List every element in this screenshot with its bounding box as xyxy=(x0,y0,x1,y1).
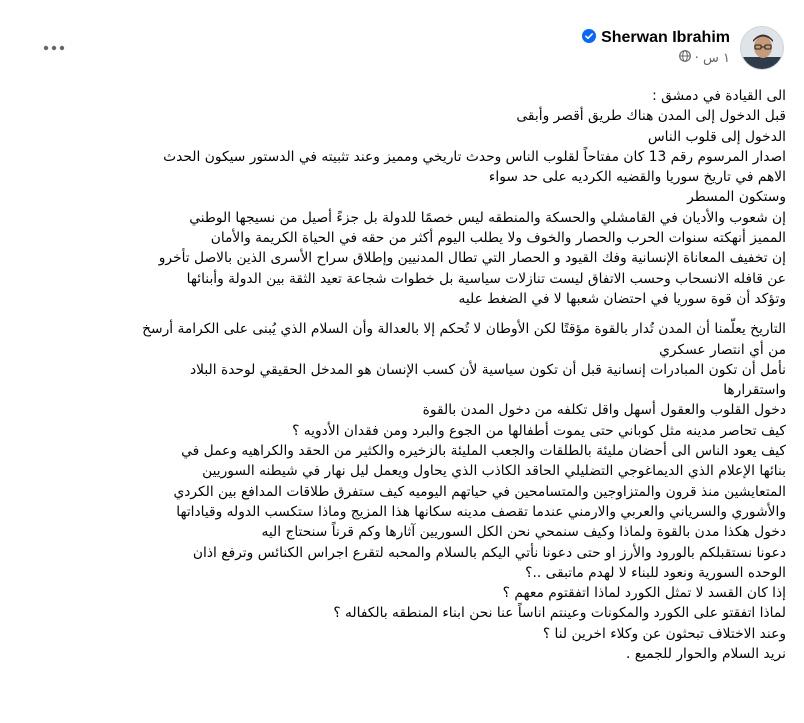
post-text-line: المميز أنهكته سنوات الحرب والحصار والخوف ولا يطلب اليوم أكثر من حقه في الحياة الكريمة والأمان xyxy=(210,230,786,247)
more-options-icon xyxy=(43,45,65,51)
post-text-line: نأمل أن تكون المبادرات إنسانية قبل أن تكون سياسية لأن كسب الإنسان هو المدخل الحقيقي لوحدة البلاد xyxy=(190,361,786,378)
post-text-line: لماذا اتفقتو على الكورد والمكونات وعينتم اناساً عنا نحن ابناء المنطقه بالكفاله ؟ xyxy=(333,605,786,622)
post-body-text xyxy=(14,86,786,664)
post-text-line: دخول هكذا مدن بالقوة ولماذا وكيف سنمحي نحن الكل السوريين آثارها وكم قرناً سنحتاج اليه xyxy=(261,524,786,541)
post-text-line: المتعايشين منذ قرون والمتزاوجين والمتسامحين في حياتهم اليوميه كيف ستفرق طلاقات المدافع بين الكردي xyxy=(173,483,786,500)
post-text-line: الدخول إلى قلوب الناس xyxy=(647,128,786,145)
post-text-line: عن قافله الانسحاب وحسب الاتفاق ليست تنازلات سياسية بل خطوات شجاعة تعيد الثقة بين الدولة وأبنائها xyxy=(186,270,786,287)
globe-icon[interactable] xyxy=(679,50,691,66)
post-text-line: إن شعوب والأديان في القامشلي والحسكة والمنطقه ليس خصمًا للدولة بل جزءً أصيل من نسيجها الوطني xyxy=(189,209,786,226)
more-options-button[interactable] xyxy=(38,36,70,60)
post-text-line: إذا كان القسد لا تمثل الكورد لماذا اتفقتوم معهم ؟ xyxy=(502,585,786,602)
post-text-line: وعند الاختلاف تبحثون عن وكلاء اخرين لنا ؟ xyxy=(542,625,786,642)
post-text-line: من أي انتصار عسكري xyxy=(659,341,786,358)
post-meta xyxy=(582,50,730,66)
post-text-line: واستقرارها xyxy=(723,382,786,399)
post-text-line: نريد السلام والحوار للجميع . xyxy=(626,646,786,663)
post-text-line: كيف تحاصر مدينه مثل كوباني حتى يموت أطفالها من الجوع والبرد ومن فقدان الأدويه ؟ xyxy=(292,422,786,439)
post-text-line: وتؤكد أن قوة سوريا في احتضان شعبها لا في الضغط عليه xyxy=(458,290,786,307)
verified-badge-icon xyxy=(582,28,596,47)
avatar-image xyxy=(741,27,784,70)
post-text-line: دعونا نستقبلكم بالورود والأرز او حتى دعونا نأتي اليكم بالسلام والمحبه لتقرع اجراس الكنائس وترفع اذان xyxy=(192,544,786,561)
post-text-line: دخول القلوب والعقول أسهل واقل تكلفه من دخول المدن بالقوة xyxy=(422,402,786,419)
post-header xyxy=(20,26,784,82)
post-text-line: قبل الدخول إلى المدن هناك طريق أقصر وأبقى xyxy=(516,108,786,125)
avatar[interactable] xyxy=(740,26,784,70)
post-text-line: اصدار المرسوم رقم 13 كان مفتاحاً لقلوب الناس وحدث تاريخي ومميز وعند تثبيته في الدستور سيكون الحدث xyxy=(163,148,786,165)
post-text-line: والأشوري والسرياني والعربي والارمني عندما تقصف مدينه سكانها هذا المزيج وماذا ستكسب الدوله وقياداتها xyxy=(176,503,786,520)
author-line xyxy=(582,28,730,47)
author-block xyxy=(582,28,730,66)
post-text-line: الى القيادة في دمشق : xyxy=(652,88,786,104)
post-text-line: الوحده السورية ونعود للبناء لا لهدم ماتبقى ..؟ xyxy=(525,564,786,581)
author-name[interactable]: Sherwan Ibrahim xyxy=(601,28,730,46)
paragraph-gap xyxy=(14,309,786,319)
post-text-line: إن تخفيف المعاناة الإنسانية وفك القيود و الحصار التي تطال المدنيين وإطلاق سراح الأسرى الذين بالاصل تأخرو xyxy=(158,250,786,267)
post-timestamp[interactable]: ١ س · xyxy=(694,50,730,66)
post-text-line: بنائها الإعلام الذي الديماغوجي التضليلي الحاقد الكاذب الذي يحاول ويعمل ليل نهار في شيطنه السوريين xyxy=(202,463,786,480)
post-text-line: وستكون المسطر xyxy=(687,189,786,206)
post-text-line: كيف يعود الناس الى أحضان مليئة بالطلقات والجعب المليئة بالزخيره والكثير من الحقد والكراهيه وعمل في xyxy=(181,443,786,460)
post-text-line: التاريخ يعلّمنا أن المدن تُدار بالقوة مؤقتًا لكن الأوطان لا تُحكم إلا بالعدالة وأن السلام الذي يُبنى على الكرامة أرسخ xyxy=(142,321,786,338)
post-text-line: الاهم في تاريخ سوريا والقضيه الكرديه على حد سواء xyxy=(488,169,786,186)
